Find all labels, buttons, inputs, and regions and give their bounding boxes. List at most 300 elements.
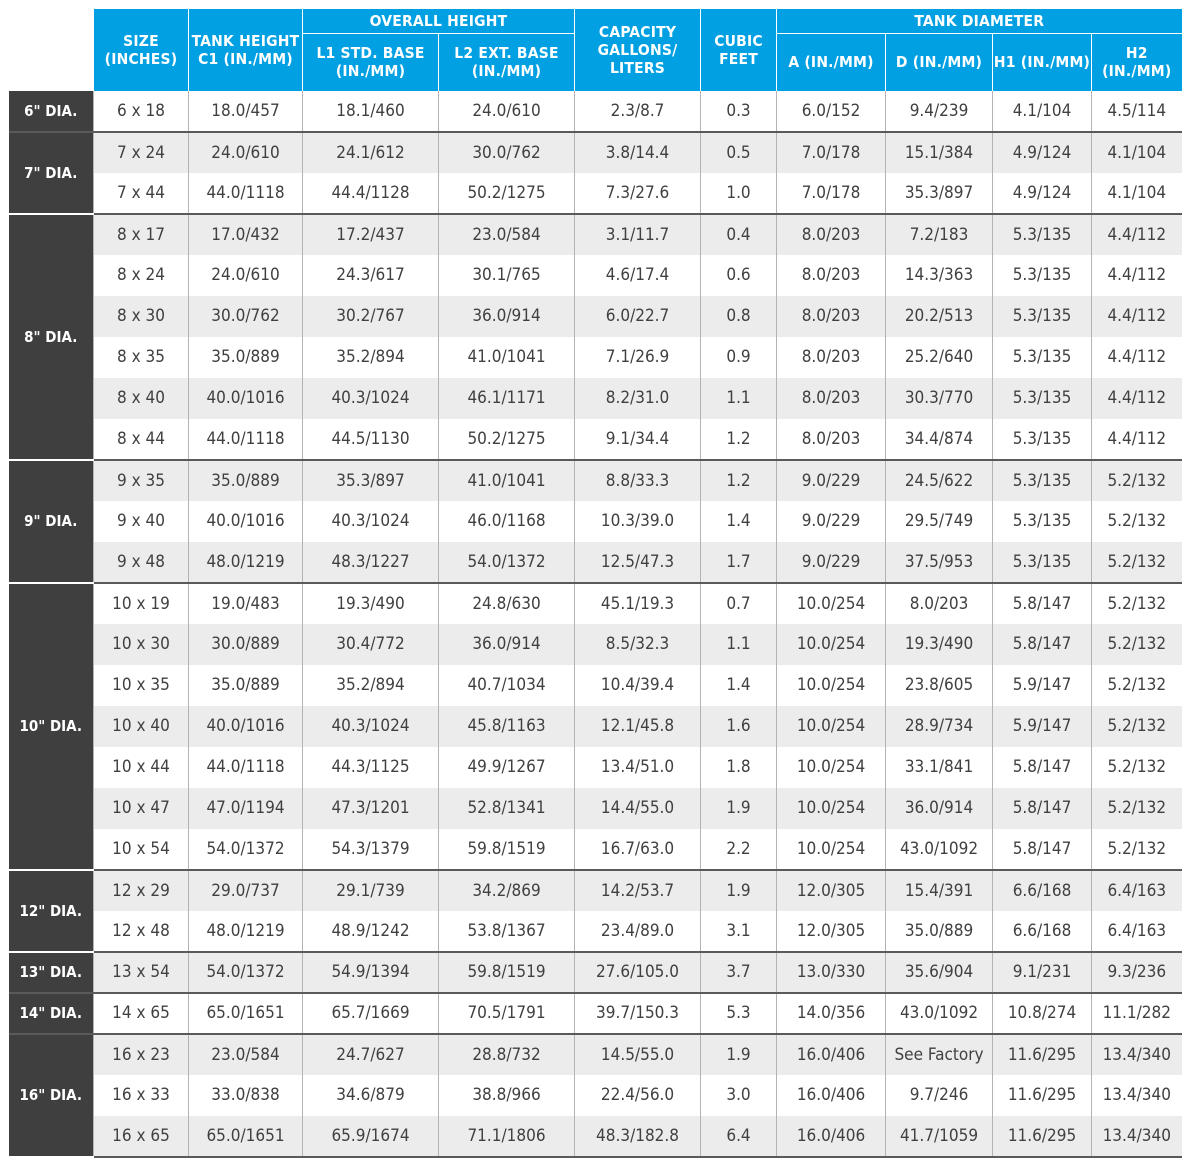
cell-diameter-h2: 4.4/112	[1092, 255, 1182, 296]
cell-l2-ext-base: 59.8/1519	[439, 829, 575, 870]
cell-diameter-h1: 5.9/147	[993, 665, 1092, 706]
cell-diameter-d: 9.7/246	[886, 1075, 993, 1116]
cell-diameter-d: 23.8/605	[886, 665, 993, 706]
cell-diameter-a: 10.0/254	[777, 665, 886, 706]
cell-cubic-feet: 5.3	[701, 993, 777, 1034]
cell-diameter-a: 14.0/356	[777, 993, 886, 1034]
cell-size: 6 x 18	[94, 91, 189, 132]
header-l2-ext-base: L2 EXT. BASE (IN./MM)	[439, 34, 575, 91]
table-row	[9, 624, 1182, 665]
cell-capacity: 6.0/22.7	[575, 296, 701, 337]
cell-cubic-feet: 3.0	[701, 1075, 777, 1116]
cell-l1-std-base: 40.3/1024	[303, 706, 439, 747]
cell-capacity: 45.1/19.3	[575, 583, 701, 624]
cell-diameter-a: 10.0/254	[777, 747, 886, 788]
cell-size: 9 x 35	[94, 460, 189, 501]
cell-l2-ext-base: 41.0/1041	[439, 337, 575, 378]
group-label: 9" DIA.	[9, 460, 94, 583]
cell-l2-ext-base: 36.0/914	[439, 624, 575, 665]
cell-l2-ext-base: 38.8/966	[439, 1075, 575, 1116]
cell-size: 8 x 40	[94, 378, 189, 419]
cell-tank-height: 17.0/432	[189, 214, 303, 255]
cell-l2-ext-base: 59.8/1519	[439, 952, 575, 993]
cell-diameter-h1: 5.8/147	[993, 788, 1092, 829]
cell-diameter-h2: 6.4/163	[1092, 870, 1182, 911]
cell-cubic-feet: 0.4	[701, 214, 777, 255]
cell-capacity: 14.2/53.7	[575, 870, 701, 911]
cell-diameter-a: 13.0/330	[777, 952, 886, 993]
cell-tank-height: 65.0/1651	[189, 993, 303, 1034]
table-row	[9, 583, 1182, 624]
cell-diameter-h1: 5.3/135	[993, 378, 1092, 419]
cell-diameter-d: 35.6/904	[886, 952, 993, 993]
cell-diameter-a: 8.0/203	[777, 419, 886, 460]
cell-size: 16 x 23	[94, 1034, 189, 1075]
cell-diameter-h2: 9.3/236	[1092, 952, 1182, 993]
cell-size: 8 x 44	[94, 419, 189, 460]
cell-capacity: 22.4/56.0	[575, 1075, 701, 1116]
cell-diameter-d: 41.7/1059	[886, 1116, 993, 1157]
table-row	[9, 1116, 1182, 1157]
cell-capacity: 14.5/55.0	[575, 1034, 701, 1075]
cell-diameter-h1: 11.6/295	[993, 1116, 1092, 1157]
cell-diameter-h1: 10.8/274	[993, 993, 1092, 1034]
table-row	[9, 747, 1182, 788]
cell-l1-std-base: 29.1/739	[303, 870, 439, 911]
cell-diameter-h2: 5.2/132	[1092, 747, 1182, 788]
table-body	[9, 91, 1182, 1157]
cell-l1-std-base: 65.9/1674	[303, 1116, 439, 1157]
cell-size: 12 x 29	[94, 870, 189, 911]
cell-diameter-h1: 6.6/168	[993, 911, 1092, 952]
cell-size: 10 x 19	[94, 583, 189, 624]
cell-cubic-feet: 6.4	[701, 1116, 777, 1157]
cell-size: 10 x 40	[94, 706, 189, 747]
cell-size: 14 x 65	[94, 993, 189, 1034]
cell-cubic-feet: 1.9	[701, 1034, 777, 1075]
cell-cubic-feet: 0.8	[701, 296, 777, 337]
cell-diameter-h1: 5.3/135	[993, 542, 1092, 583]
cell-l2-ext-base: 49.9/1267	[439, 747, 575, 788]
cell-tank-height: 44.0/1118	[189, 419, 303, 460]
cell-l2-ext-base: 45.8/1163	[439, 706, 575, 747]
cell-capacity: 23.4/89.0	[575, 911, 701, 952]
cell-diameter-h2: 4.4/112	[1092, 337, 1182, 378]
cell-diameter-h2: 13.4/340	[1092, 1075, 1182, 1116]
cell-cubic-feet: 0.6	[701, 255, 777, 296]
cell-l2-ext-base: 46.1/1171	[439, 378, 575, 419]
cell-tank-height: 44.0/1118	[189, 173, 303, 214]
cell-cubic-feet: 1.6	[701, 706, 777, 747]
cell-capacity: 8.5/32.3	[575, 624, 701, 665]
table-row	[9, 91, 1182, 132]
group-label: 10" DIA.	[9, 583, 94, 870]
cell-diameter-h1: 5.3/135	[993, 419, 1092, 460]
header-h2: H2 (IN./MM)	[1092, 34, 1182, 91]
cell-size: 16 x 33	[94, 1075, 189, 1116]
cell-diameter-d: 7.2/183	[886, 214, 993, 255]
table-row	[9, 542, 1182, 583]
header-l1-std-base: L1 STD. BASE (IN./MM)	[303, 34, 439, 91]
cell-tank-height: 44.0/1118	[189, 747, 303, 788]
cell-cubic-feet: 0.7	[701, 583, 777, 624]
header-h1: H1 (IN./MM)	[993, 34, 1092, 91]
table-row	[9, 378, 1182, 419]
cell-size: 16 x 65	[94, 1116, 189, 1157]
table-row	[9, 214, 1182, 255]
cell-tank-height: 24.0/610	[189, 132, 303, 173]
cell-cubic-feet: 0.9	[701, 337, 777, 378]
cell-cubic-feet: 1.2	[701, 419, 777, 460]
cell-diameter-d: See Factory	[886, 1034, 993, 1075]
table-row	[9, 829, 1182, 870]
cell-cubic-feet: 1.4	[701, 665, 777, 706]
group-label: 16" DIA.	[9, 1034, 94, 1157]
cell-diameter-h1: 5.9/147	[993, 706, 1092, 747]
cell-tank-height: 35.0/889	[189, 460, 303, 501]
cell-cubic-feet: 1.8	[701, 747, 777, 788]
cell-diameter-h2: 5.2/132	[1092, 542, 1182, 583]
cell-diameter-h1: 5.8/147	[993, 747, 1092, 788]
cell-size: 12 x 48	[94, 911, 189, 952]
cell-capacity: 13.4/51.0	[575, 747, 701, 788]
table-row	[9, 993, 1182, 1034]
header-corner	[9, 9, 94, 91]
cell-diameter-a: 9.0/229	[777, 460, 886, 501]
cell-diameter-h1: 5.8/147	[993, 583, 1092, 624]
cell-diameter-a: 7.0/178	[777, 132, 886, 173]
cell-diameter-h1: 5.8/147	[993, 624, 1092, 665]
cell-l1-std-base: 35.3/897	[303, 460, 439, 501]
cell-diameter-h2: 4.4/112	[1092, 378, 1182, 419]
cell-l1-std-base: 24.1/612	[303, 132, 439, 173]
header-cubic-feet: CUBIC FEET	[701, 9, 777, 91]
cell-l2-ext-base: 24.0/610	[439, 91, 575, 132]
table-row	[9, 132, 1182, 173]
cell-l1-std-base: 54.3/1379	[303, 829, 439, 870]
cell-tank-height: 47.0/1194	[189, 788, 303, 829]
cell-diameter-h1: 5.3/135	[993, 337, 1092, 378]
cell-diameter-h2: 5.2/132	[1092, 501, 1182, 542]
cell-cubic-feet: 1.4	[701, 501, 777, 542]
cell-diameter-d: 25.2/640	[886, 337, 993, 378]
cell-diameter-h1: 5.3/135	[993, 214, 1092, 255]
cell-diameter-h2: 5.2/132	[1092, 583, 1182, 624]
cell-capacity: 39.7/150.3	[575, 993, 701, 1034]
cell-capacity: 48.3/182.8	[575, 1116, 701, 1157]
header-d: D (IN./MM)	[886, 34, 993, 91]
cell-size: 13 x 54	[94, 952, 189, 993]
table-row	[9, 501, 1182, 542]
cell-diameter-h2: 5.2/132	[1092, 624, 1182, 665]
cell-size: 8 x 30	[94, 296, 189, 337]
cell-l2-ext-base: 71.1/1806	[439, 1116, 575, 1157]
cell-diameter-a: 10.0/254	[777, 624, 886, 665]
cell-capacity: 12.5/47.3	[575, 542, 701, 583]
cell-size: 9 x 48	[94, 542, 189, 583]
table-row	[9, 1034, 1182, 1075]
cell-diameter-d: 20.2/513	[886, 296, 993, 337]
cell-diameter-d: 36.0/914	[886, 788, 993, 829]
cell-cubic-feet: 1.7	[701, 542, 777, 583]
cell-cubic-feet: 1.1	[701, 378, 777, 419]
group-label: 14" DIA.	[9, 993, 94, 1034]
cell-tank-height: 30.0/889	[189, 624, 303, 665]
table-row	[9, 173, 1182, 214]
cell-size: 8 x 35	[94, 337, 189, 378]
cell-diameter-a: 8.0/203	[777, 214, 886, 255]
cell-tank-height: 48.0/1219	[189, 542, 303, 583]
table-row	[9, 952, 1182, 993]
cell-size: 10 x 44	[94, 747, 189, 788]
cell-cubic-feet: 1.2	[701, 460, 777, 501]
cell-l1-std-base: 44.4/1128	[303, 173, 439, 214]
cell-diameter-d: 15.1/384	[886, 132, 993, 173]
cell-diameter-a: 8.0/203	[777, 296, 886, 337]
group-label: 12" DIA.	[9, 870, 94, 952]
cell-size: 10 x 54	[94, 829, 189, 870]
table-row	[9, 255, 1182, 296]
cell-l1-std-base: 24.7/627	[303, 1034, 439, 1075]
cell-capacity: 4.6/17.4	[575, 255, 701, 296]
cell-tank-height: 40.0/1016	[189, 378, 303, 419]
header-overall-height: OVERALL HEIGHT	[303, 9, 575, 34]
cell-cubic-feet: 3.7	[701, 952, 777, 993]
cell-capacity: 8.8/33.3	[575, 460, 701, 501]
cell-diameter-a: 10.0/254	[777, 829, 886, 870]
cell-l1-std-base: 24.3/617	[303, 255, 439, 296]
cell-diameter-a: 10.0/254	[777, 706, 886, 747]
cell-l2-ext-base: 46.0/1168	[439, 501, 575, 542]
table-row	[9, 460, 1182, 501]
cell-tank-height: 35.0/889	[189, 337, 303, 378]
cell-diameter-a: 6.0/152	[777, 91, 886, 132]
cell-diameter-d: 29.5/749	[886, 501, 993, 542]
table-row	[9, 337, 1182, 378]
cell-diameter-a: 8.0/203	[777, 378, 886, 419]
cell-diameter-a: 10.0/254	[777, 583, 886, 624]
cell-diameter-a: 16.0/406	[777, 1116, 886, 1157]
cell-cubic-feet: 0.3	[701, 91, 777, 132]
cell-diameter-h1: 4.1/104	[993, 91, 1092, 132]
cell-size: 10 x 30	[94, 624, 189, 665]
cell-diameter-d: 35.3/897	[886, 173, 993, 214]
cell-size: 8 x 17	[94, 214, 189, 255]
cell-cubic-feet: 2.2	[701, 829, 777, 870]
cell-capacity: 9.1/34.4	[575, 419, 701, 460]
cell-cubic-feet: 1.9	[701, 870, 777, 911]
cell-diameter-h2: 11.1/282	[1092, 993, 1182, 1034]
cell-diameter-a: 16.0/406	[777, 1034, 886, 1075]
cell-l2-ext-base: 50.2/1275	[439, 419, 575, 460]
cell-size: 7 x 44	[94, 173, 189, 214]
cell-diameter-d: 30.3/770	[886, 378, 993, 419]
cell-diameter-h1: 4.9/124	[993, 173, 1092, 214]
cell-diameter-h2: 4.1/104	[1092, 173, 1182, 214]
cell-diameter-h2: 6.4/163	[1092, 911, 1182, 952]
cell-diameter-h1: 5.3/135	[993, 255, 1092, 296]
cell-diameter-a: 12.0/305	[777, 870, 886, 911]
cell-diameter-d: 24.5/622	[886, 460, 993, 501]
cell-capacity: 14.4/55.0	[575, 788, 701, 829]
cell-l1-std-base: 34.6/879	[303, 1075, 439, 1116]
cell-l2-ext-base: 40.7/1034	[439, 665, 575, 706]
cell-diameter-a: 9.0/229	[777, 501, 886, 542]
cell-l2-ext-base: 53.8/1367	[439, 911, 575, 952]
cell-tank-height: 65.0/1651	[189, 1116, 303, 1157]
cell-diameter-h2: 4.1/104	[1092, 132, 1182, 173]
cell-diameter-d: 8.0/203	[886, 583, 993, 624]
cell-diameter-a: 9.0/229	[777, 542, 886, 583]
cell-cubic-feet: 1.9	[701, 788, 777, 829]
cell-l1-std-base: 35.2/894	[303, 337, 439, 378]
cell-tank-height: 33.0/838	[189, 1075, 303, 1116]
cell-l2-ext-base: 70.5/1791	[439, 993, 575, 1034]
cell-tank-height: 54.0/1372	[189, 829, 303, 870]
cell-l1-std-base: 40.3/1024	[303, 501, 439, 542]
cell-diameter-d: 43.0/1092	[886, 993, 993, 1034]
cell-tank-height: 24.0/610	[189, 255, 303, 296]
cell-l1-std-base: 47.3/1201	[303, 788, 439, 829]
cell-diameter-d: 28.9/734	[886, 706, 993, 747]
cell-l2-ext-base: 24.8/630	[439, 583, 575, 624]
cell-diameter-d: 15.4/391	[886, 870, 993, 911]
cell-capacity: 8.2/31.0	[575, 378, 701, 419]
group-label: 6" DIA.	[9, 91, 94, 132]
cell-cubic-feet: 1.1	[701, 624, 777, 665]
cell-tank-height: 40.0/1016	[189, 706, 303, 747]
table-row	[9, 419, 1182, 460]
cell-diameter-h2: 13.4/340	[1092, 1116, 1182, 1157]
cell-size: 7 x 24	[94, 132, 189, 173]
cell-capacity: 3.8/14.4	[575, 132, 701, 173]
cell-l1-std-base: 18.1/460	[303, 91, 439, 132]
cell-cubic-feet: 3.1	[701, 911, 777, 952]
cell-tank-height: 18.0/457	[189, 91, 303, 132]
cell-tank-height: 19.0/483	[189, 583, 303, 624]
cell-diameter-h1: 5.3/135	[993, 296, 1092, 337]
cell-diameter-h2: 4.4/112	[1092, 214, 1182, 255]
cell-l1-std-base: 30.4/772	[303, 624, 439, 665]
cell-diameter-d: 9.4/239	[886, 91, 993, 132]
cell-l2-ext-base: 30.0/762	[439, 132, 575, 173]
cell-l2-ext-base: 28.8/732	[439, 1034, 575, 1075]
table-row	[9, 706, 1182, 747]
header-a: A (IN./MM)	[777, 34, 886, 91]
header-tank-diameter: TANK DIAMETER	[777, 9, 1182, 34]
cell-diameter-h2: 5.2/132	[1092, 829, 1182, 870]
cell-l1-std-base: 44.5/1130	[303, 419, 439, 460]
cell-diameter-h2: 4.4/112	[1092, 419, 1182, 460]
cell-l1-std-base: 44.3/1125	[303, 747, 439, 788]
group-label: 7" DIA.	[9, 132, 94, 214]
header-capacity: CAPACITY GALLONS/ LITERS	[575, 9, 701, 91]
cell-diameter-h1: 6.6/168	[993, 870, 1092, 911]
cell-capacity: 10.3/39.0	[575, 501, 701, 542]
table-row	[9, 1075, 1182, 1116]
group-label: 8" DIA.	[9, 214, 94, 460]
cell-capacity: 12.1/45.8	[575, 706, 701, 747]
cell-diameter-h1: 11.6/295	[993, 1075, 1092, 1116]
cell-diameter-a: 7.0/178	[777, 173, 886, 214]
cell-diameter-h2: 5.2/132	[1092, 460, 1182, 501]
cell-l2-ext-base: 30.1/765	[439, 255, 575, 296]
cell-diameter-h1: 9.1/231	[993, 952, 1092, 993]
cell-size: 10 x 47	[94, 788, 189, 829]
cell-tank-height: 30.0/762	[189, 296, 303, 337]
cell-tank-height: 35.0/889	[189, 665, 303, 706]
cell-diameter-d: 14.3/363	[886, 255, 993, 296]
cell-diameter-h2: 5.2/132	[1092, 665, 1182, 706]
cell-diameter-d: 37.5/953	[886, 542, 993, 583]
cell-size: 9 x 40	[94, 501, 189, 542]
cell-l1-std-base: 17.2/437	[303, 214, 439, 255]
cell-capacity: 3.1/11.7	[575, 214, 701, 255]
cell-l2-ext-base: 52.8/1341	[439, 788, 575, 829]
cell-diameter-h1: 4.9/124	[993, 132, 1092, 173]
table-header	[9, 9, 1182, 91]
header-tank-height: TANK HEIGHT C1 (IN./MM)	[189, 9, 303, 91]
cell-diameter-h2: 5.2/132	[1092, 706, 1182, 747]
header-size: SIZE (INCHES)	[94, 9, 189, 91]
cell-diameter-h2: 4.5/114	[1092, 91, 1182, 132]
table-row	[9, 788, 1182, 829]
cell-capacity: 16.7/63.0	[575, 829, 701, 870]
cell-tank-height: 48.0/1219	[189, 911, 303, 952]
cell-diameter-h2: 4.4/112	[1092, 296, 1182, 337]
cell-diameter-a: 8.0/203	[777, 255, 886, 296]
cell-diameter-a: 10.0/254	[777, 788, 886, 829]
cell-diameter-a: 12.0/305	[777, 911, 886, 952]
cell-capacity: 7.1/26.9	[575, 337, 701, 378]
cell-diameter-h1: 11.6/295	[993, 1034, 1092, 1075]
cell-l1-std-base: 48.3/1227	[303, 542, 439, 583]
cell-l1-std-base: 40.3/1024	[303, 378, 439, 419]
cell-l1-std-base: 54.9/1394	[303, 952, 439, 993]
group-label: 13" DIA.	[9, 952, 94, 993]
cell-size: 10 x 35	[94, 665, 189, 706]
cell-tank-height: 23.0/584	[189, 1034, 303, 1075]
cell-diameter-d: 34.4/874	[886, 419, 993, 460]
cell-tank-height: 40.0/1016	[189, 501, 303, 542]
cell-l2-ext-base: 41.0/1041	[439, 460, 575, 501]
cell-l2-ext-base: 54.0/1372	[439, 542, 575, 583]
cell-diameter-d: 43.0/1092	[886, 829, 993, 870]
table-row	[9, 296, 1182, 337]
cell-tank-height: 29.0/737	[189, 870, 303, 911]
cell-diameter-d: 19.3/490	[886, 624, 993, 665]
cell-capacity: 10.4/39.4	[575, 665, 701, 706]
cell-l2-ext-base: 36.0/914	[439, 296, 575, 337]
cell-tank-height: 54.0/1372	[189, 952, 303, 993]
cell-diameter-h1: 5.3/135	[993, 501, 1092, 542]
cell-l2-ext-base: 50.2/1275	[439, 173, 575, 214]
cell-l1-std-base: 65.7/1669	[303, 993, 439, 1034]
cell-diameter-d: 35.0/889	[886, 911, 993, 952]
table-row	[9, 911, 1182, 952]
cell-diameter-a: 8.0/203	[777, 337, 886, 378]
cell-diameter-h2: 13.4/340	[1092, 1034, 1182, 1075]
cell-diameter-a: 16.0/406	[777, 1075, 886, 1116]
cell-size: 8 x 24	[94, 255, 189, 296]
cell-l1-std-base: 48.9/1242	[303, 911, 439, 952]
cell-capacity: 2.3/8.7	[575, 91, 701, 132]
cell-diameter-h1: 5.8/147	[993, 829, 1092, 870]
cell-diameter-h2: 5.2/132	[1092, 788, 1182, 829]
cell-l2-ext-base: 34.2/869	[439, 870, 575, 911]
table-row	[9, 665, 1182, 706]
cell-cubic-feet: 1.0	[701, 173, 777, 214]
